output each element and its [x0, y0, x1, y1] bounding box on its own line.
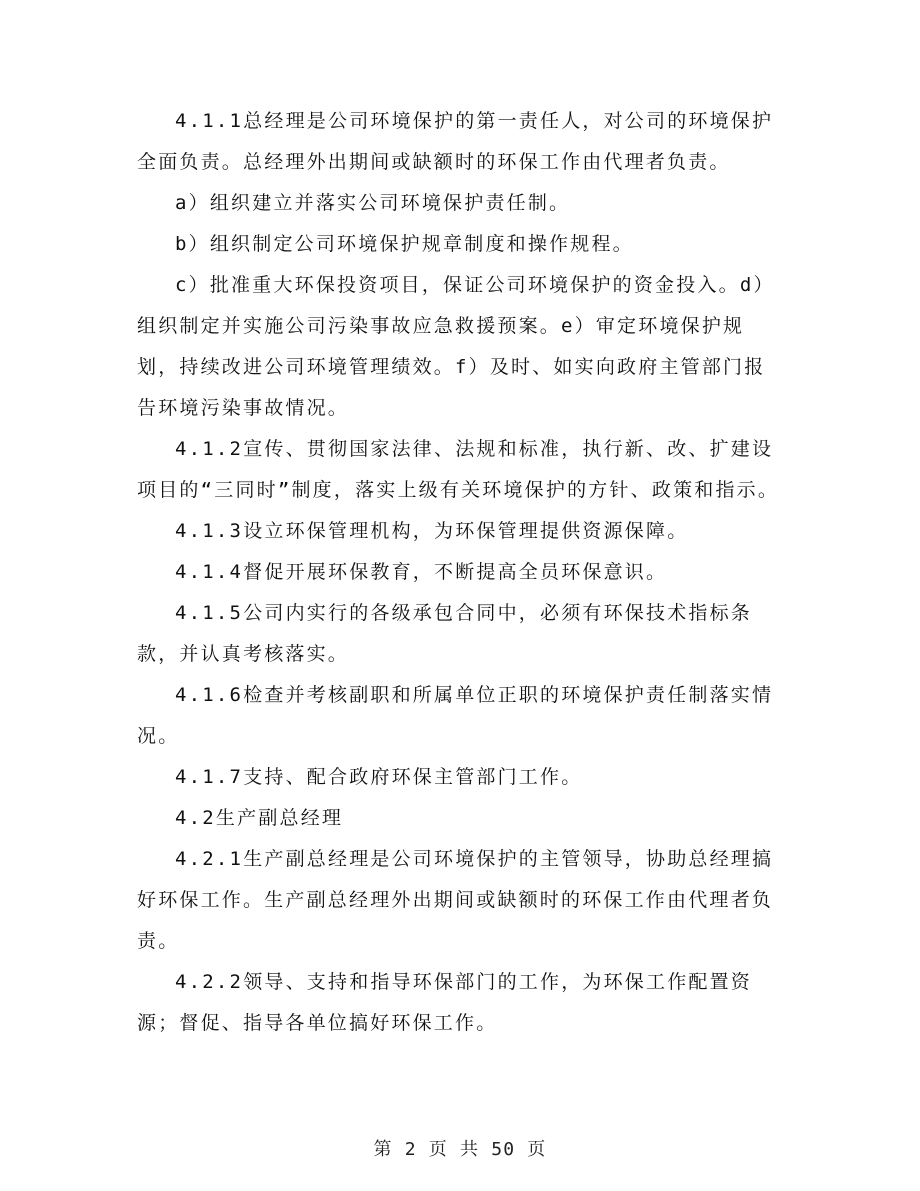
paragraph-4-1-1: 4.1.1总经理是公司环境保护的第一责任人，对公司的环境保护全面负责。总经理外出期间或缺额时的环保工作由代理者负责。	[137, 110, 774, 173]
section-heading-4-2: 4.2生产副总经理	[175, 807, 344, 829]
paragraph-4-2-1: 4.2.1生产副总经理是公司环境保护的主管领导，协助总经理搞好环保工作。生产副总经理外出期间或缺额时的环保工作由代理者负责。	[137, 848, 774, 952]
paragraph-4-2-2: 4.2.2领导、支持和指导环保部门的工作，为环保工作配置资源；督促、指导各单位搞好环保工作。	[137, 971, 752, 1034]
paragraph-item-a: a）组织建立并落实公司环境保护责任制。	[175, 192, 571, 214]
paragraph-4-1-2: 4.1.2宣传、贯彻国家法律、法规和标准，执行新、改、扩建设项目的“三同时”制度，落实上级有关环境保护的方针、政策和指示。	[137, 438, 780, 501]
page-number: 2	[404, 1139, 417, 1160]
paragraph-4-1-5: 4.1.5公司内实行的各级承包合同中，必须有环保技术指标条款，并认真考核落实。	[137, 602, 752, 665]
total-pages: 50	[491, 1139, 516, 1160]
paragraph-items-c-f: c）批准重大环保投资项目，保证公司环境保护的资金投入。d）组织制定并实施公司污染事故应急救援预案。e）审定环境保护规划，持续改进公司环境管理绩效。f）及时、如实向政府主管部门报告环境污染事故情况。	[137, 274, 775, 419]
page-middle: 页 共	[428, 1139, 480, 1160]
paragraph-4-1-6: 4.1.6检查并考核副职和所属单位正职的环境保护责任制落实情况。	[137, 684, 774, 747]
page-suffix: 页	[527, 1139, 547, 1160]
paragraph-4-1-3: 4.1.3设立环保管理机构，为环保管理提供资源保障。	[175, 520, 689, 542]
page-footer	[0, 1138, 920, 1162]
page-prefix: 第	[373, 1139, 393, 1160]
paragraph-item-b: b）组织制定公司环境保护规章制度和操作规程。	[175, 233, 634, 255]
document-body	[137, 101, 783, 1044]
paragraph-4-1-4: 4.1.4督促开展环保教育，不断提高全员环保意识。	[175, 561, 668, 583]
paragraph-4-1-7: 4.1.7支持、配合政府环保主管部门工作。	[175, 766, 583, 788]
